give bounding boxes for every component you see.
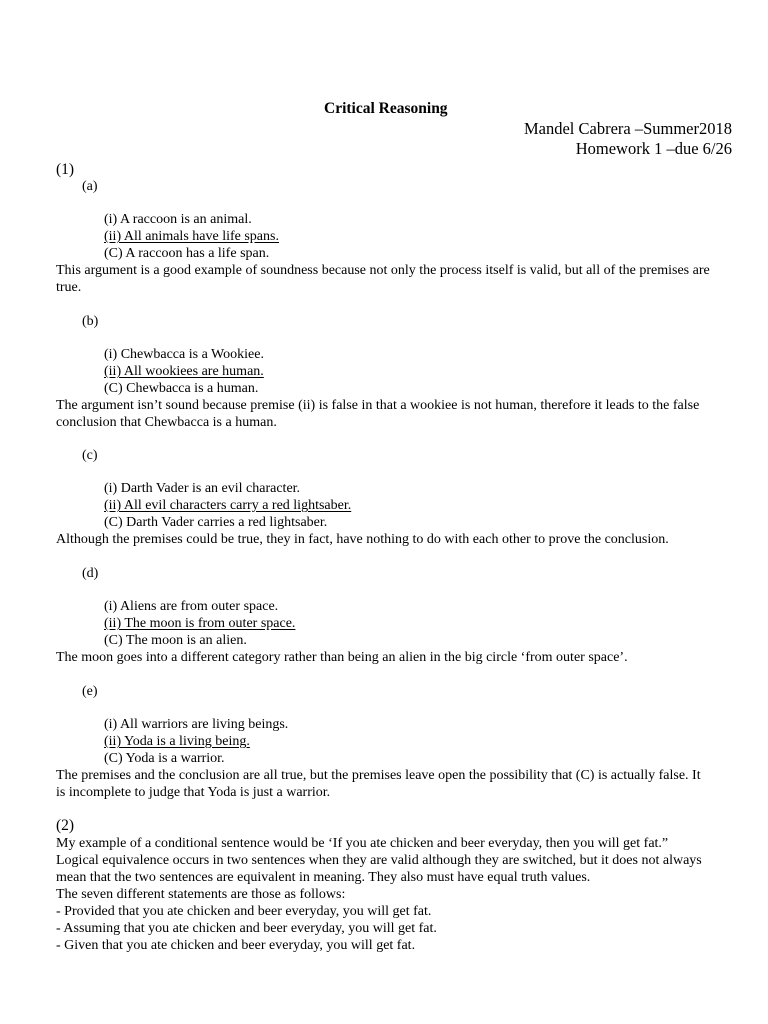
part-c-comment-line-1: Although the premises could be true, they in fact, have nothing to do with each other to prove the conclusion.	[56, 532, 669, 547]
part-b-premise-2: (ii) All wookiees are human.	[104, 364, 264, 379]
question-2-line-2: Logical equivalence occurs in two sentences when they are valid although they are switched, but it does not always	[56, 853, 702, 868]
part-b-comment-line-1: The argument isn’t sound because premise (ii) is false in that a wookiee is not human, therefore it leads to the false	[56, 398, 700, 413]
part-c-conclusion: (C) Darth Vader carries a red lightsaber.	[104, 515, 328, 530]
part-e-premise-1: (i) All warriors are living beings.	[104, 717, 289, 732]
part-c-label: (c)	[82, 448, 98, 463]
statement-list-item: - Provided that you ate chicken and beer everyday, you will get fat.	[56, 904, 432, 919]
part-e-comment-line-1: The premises and the conclusion are all true, but the premises leave open the possibility that (C) is actually false. It	[56, 768, 701, 783]
part-b-comment-line-2: conclusion that Chewbacca is a human.	[56, 415, 277, 430]
part-a-label: (a)	[82, 179, 98, 194]
question-1-label: (1)	[56, 161, 75, 178]
part-a-premise-1: (i) A raccoon is an animal.	[104, 212, 252, 227]
author-line: Mandel Cabrera –Summer2018	[523, 119, 732, 138]
part-b-conclusion: (C) Chewbacca is a human.	[104, 381, 259, 396]
part-d-premise-1: (i) Aliens are from outer space.	[104, 599, 279, 614]
part-a-conclusion: (C) A raccoon has a life span.	[104, 246, 270, 261]
document-title: Critical Reasoning	[324, 100, 448, 117]
assignment-line: Homework 1 –due 6/26	[575, 139, 732, 158]
part-d-premise-2: (ii) The moon is from outer space.	[104, 616, 296, 631]
question-2-line-4: The seven different statements are those as follows:	[56, 887, 346, 902]
question-2-label: (2)	[56, 817, 75, 834]
part-e-conclusion: (C) Yoda is a warrior.	[104, 751, 225, 766]
part-e-label: (e)	[82, 684, 98, 699]
part-b-label: (b)	[82, 314, 99, 329]
statement-list-item: - Assuming that you ate chicken and beer everyday, you will get fat.	[56, 921, 437, 936]
part-a-premise-2: (ii) All animals have life spans.	[104, 229, 279, 244]
part-a-comment-line-2: true.	[56, 280, 82, 295]
part-d-comment-line-1: The moon goes into a different category rather than being an alien in the big circle ‘from outer space’.	[56, 650, 628, 665]
part-c-premise-1: (i) Darth Vader is an evil character.	[104, 481, 301, 496]
part-b-premise-1: (i) Chewbacca is a Wookiee.	[104, 347, 264, 362]
part-a-comment-line-1: This argument is a good example of soundness because not only the process itself is valid, but all of the premises are	[56, 263, 710, 278]
part-e-premise-2: (ii) Yoda is a living being.	[104, 734, 250, 749]
statement-list-item: - Given that you ate chicken and beer everyday, you will get fat.	[56, 938, 416, 953]
part-d-conclusion: (C) The moon is an alien.	[104, 633, 247, 648]
part-c-premise-2: (ii) All evil characters carry a red lightsaber.	[104, 498, 352, 513]
question-2-line-3: mean that the two sentences are equivalent in meaning. They also must have equal truth values.	[56, 870, 591, 885]
part-d-label: (d)	[82, 566, 99, 581]
part-e-comment-line-2: is incomplete to judge that Yoda is just a warrior.	[56, 785, 331, 800]
question-2-line-1: My example of a conditional sentence would be ‘If you ate chicken and beer everyday, then you will get fat.”	[56, 836, 669, 851]
